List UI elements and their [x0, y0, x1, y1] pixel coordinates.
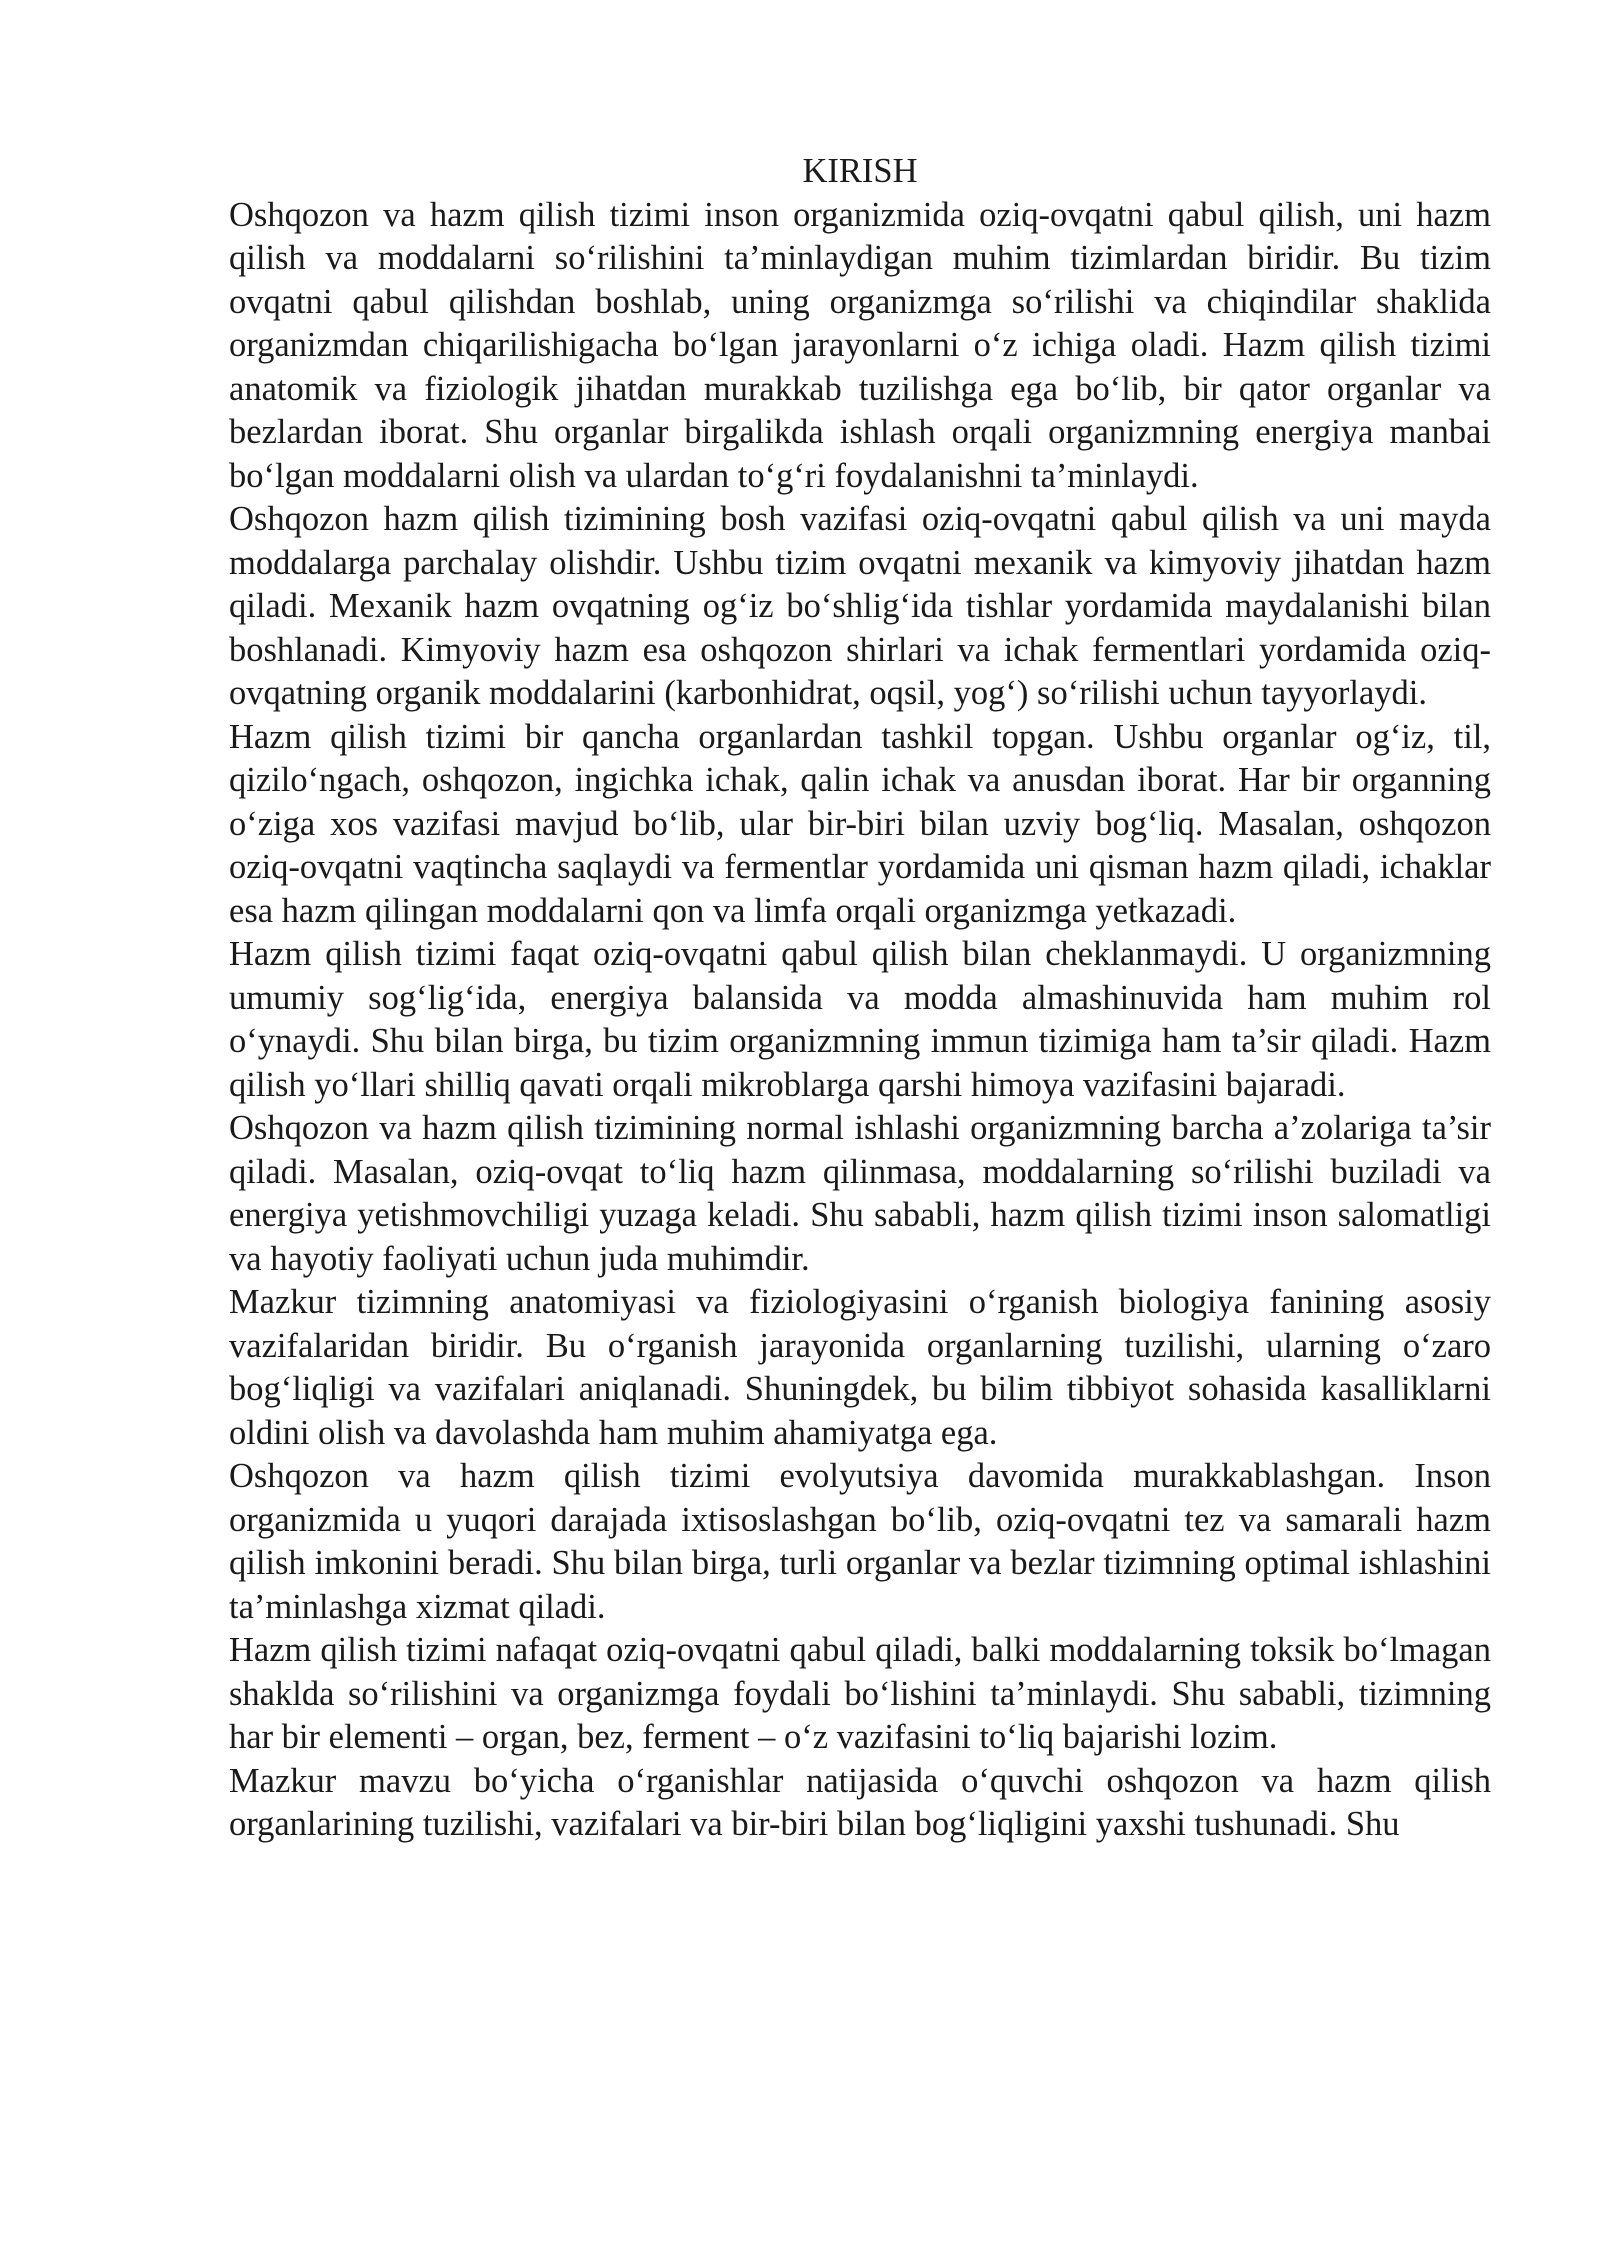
paragraph: Hazm qilish tizimi bir qancha organlardan tashkil topgan. Ushbu organlar og‘iz, til, qizilo‘ngach, oshqozon, ingichka ichak, qalin ichak va anusdan iborat. Har bir organning o‘ziga xos vazifasi mavjud bo‘lib, ular bir-biri bilan uzviy bog‘liq. Masalan, oshqozon oziq-ovqatni vaqtincha saqlaydi va fermentlar yordamida uni qisman hazm qiladi, ichaklar esa hazm qilingan moddalarni qon va limfa orqali organizmga yetkazadi.: [229, 717, 1491, 930]
paragraph: Oshqozon va hazm qilish tizimining normal ishlashi organizmning barcha a’zolariga ta’sir qiladi. Masalan, oziq-ovqat to‘liq hazm qilinmasa, moddalarning so‘rilishi buziladi va energiya yetishmovchiligi yuzaga keladi. Shu sababli, hazm qilish tizimi inson salomatligi va hayotiy faoliyati uchun juda muhimdir.: [229, 1109, 1491, 1278]
paragraph: Hazm qilish tizimi nafaqat oziq-ovqatni qabul qiladi, balki moddalarning toksik bo‘lmagan shaklda so‘rilishini va organizmga foydali bo‘lishini ta’minlaydi. Shu sababli, tizimning har bir elementi – organ, bez, ferment – o‘z vazifasini to‘liq bajarishi lozim.: [229, 1631, 1491, 1756]
document-body: [229, 150, 1491, 1847]
paragraph: Mazkur mavzu bo‘yicha o‘rganishlar natijasida o‘quvchi oshqozon va hazm qilish organlarining tuzilishi, vazifalari va bir-biri bilan bog‘liqligini yaxshi tushunadi. Shu: [229, 1761, 1491, 1843]
paragraph: Oshqozon va hazm qilish tizimi evolyutsiya davomida murakkablashgan. Inson organizmida u yuqori darajada ixtisoslashgan bo‘lib, oziq-ovqatni tez va samarali hazm qilish imkonini beradi. Shu bilan birga, turli organlar va bezlar tizimning optimal ishlashini ta’minlashga xizmat qiladi.: [229, 1457, 1491, 1626]
paragraph: Hazm qilish tizimi faqat oziq-ovqatni qabul qilish bilan cheklanmaydi. U organizmning umumiy sog‘lig‘ida, energiya balansida va modda almashinuvida ham muhim rol o‘ynaydi. Shu bilan birga, bu tizim organizmning immun tizimiga ham ta’sir qiladi. Hazm qilish yo‘llari shilliq qavati orqali mikroblarga qarshi himoya vazifasini bajaradi.: [229, 935, 1491, 1104]
paragraph: Oshqozon hazm qilish tizimining bosh vazifasi oziq-ovqatni qabul qilish va uni mayda moddalarga parchalay olishdir. Ushbu tizim ovqatni mexanik va kimyoviy jihatdan hazm qiladi. Mexanik hazm ovqatning og‘iz bo‘shlig‘ida tishlar yordamida maydalanishi bilan boshlanadi. Kimyoviy hazm esa oshqozon shirlari va ichak fermentlari yordamida oziq-ovqatning organik moddalarini (karbonhidrat, oqsil, yog‘) so‘rilishi uchun tayyorlaydi.: [229, 500, 1491, 712]
paragraph: Mazkur tizimning anatomiyasi va fiziologiyasini o‘rganish biologiya fanining asosiy vazifalaridan biridir. Bu o‘rganish jarayonida organlarning tuzilishi, ularning o‘zaro bog‘liqligi va vazifalari aniqlanadi. Shuningdek, bu bilim tibbiyot sohasida kasalliklarni oldini olish va davolashda ham muhim ahamiyatga ega.: [229, 1283, 1491, 1452]
paragraph: Oshqozon va hazm qilish tizimi inson organizmida oziq-ovqatni qabul qilish, uni hazm qilish va moddalarni so‘rilishini ta’minlaydigan muhim tizimlardan biridir. Bu tizim ovqatni qabul qilishdan boshlab, uning organizmga so‘rilishi va chiqindilar shaklida organizmdan chiqarilishigacha bo‘lgan jarayonlarni o‘z ichiga oladi. Hazm qilish tizimi anatomik va fiziologik jihatdan murakkab tuzilishga ega bo‘lib, bir qator organlar va bezlardan iborat. Shu organlar birgalikda ishlash orqali organizmning energiya manbai bo‘lgan moddalarni olish va ulardan to‘g‘ri foydalanishni ta’minlaydi.: [229, 195, 1491, 495]
document-title: KIRISH: [802, 152, 918, 190]
